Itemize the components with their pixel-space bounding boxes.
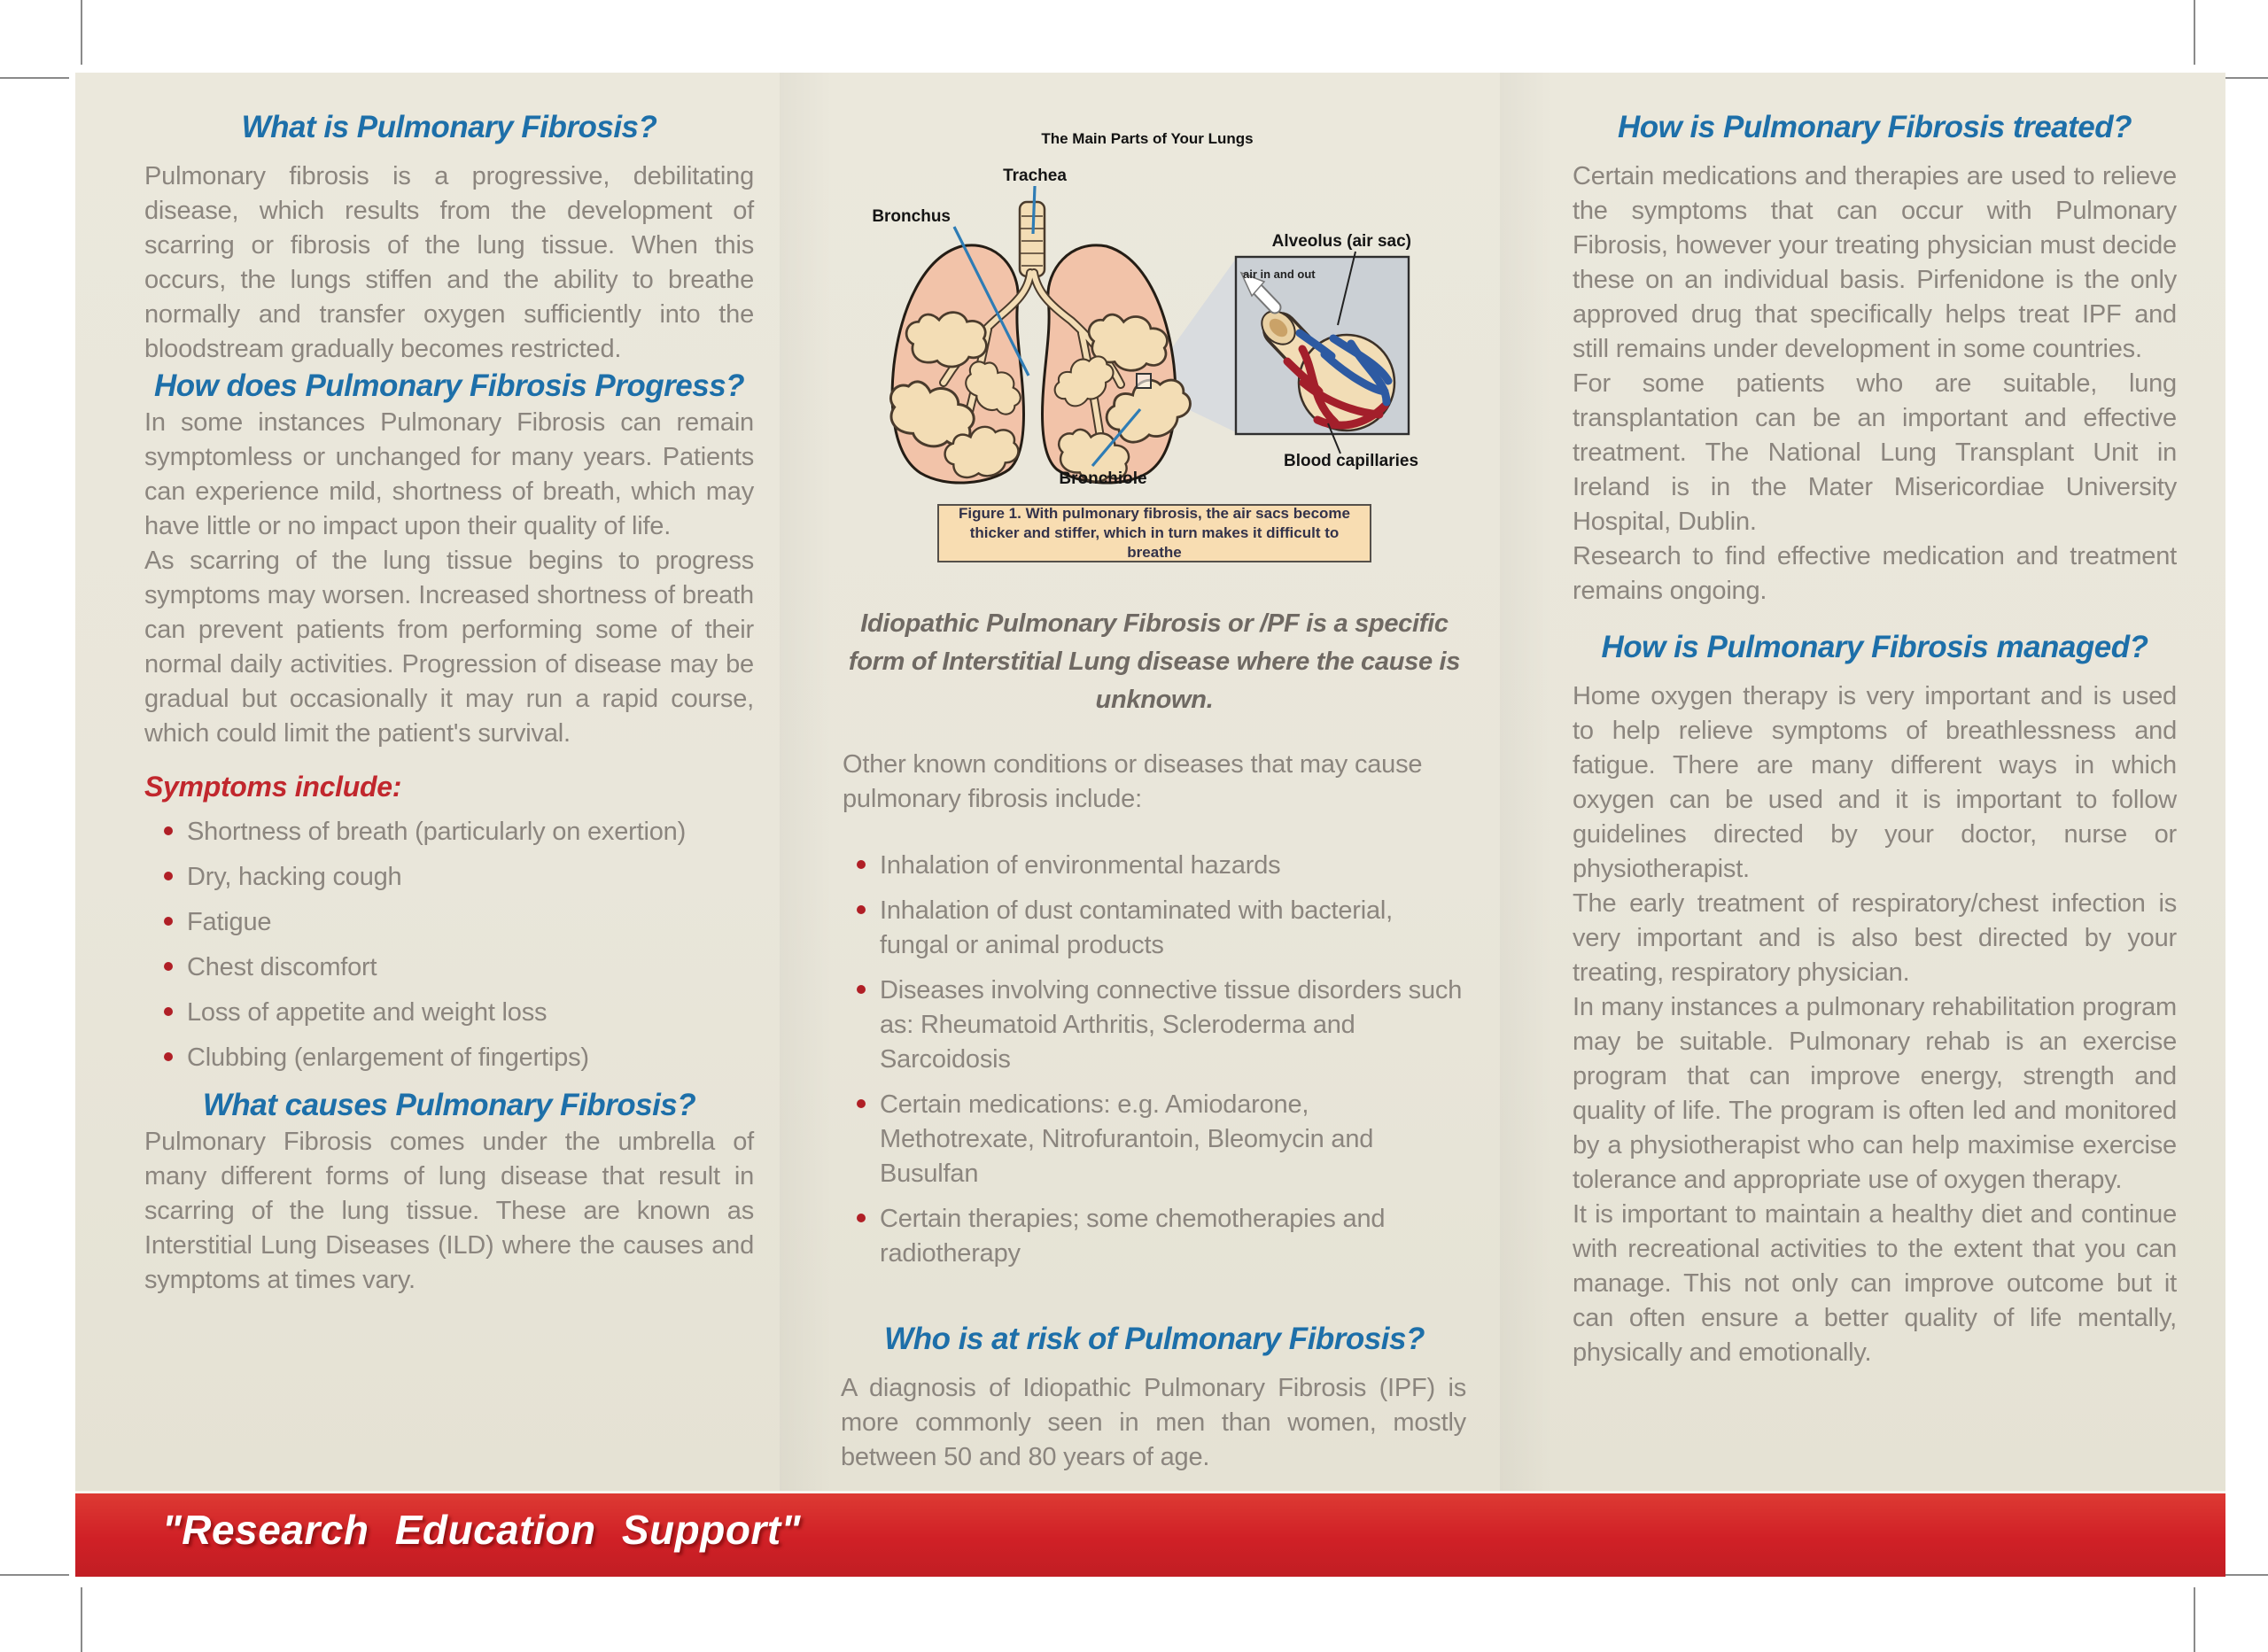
paragraph-managed-3: In many instances a pulmonary rehabilitation program may be suitable. Pulmonary rehab is an exercise program that can improve energy, strength and quality of life. The program is often led and monitored by a physiotherapist who can help maximise exercise tolerance and appropriate use of oxygen therapy. — [1573, 993, 2177, 1194]
paragraph-who-is-at-risk: A diagnosis of Idiopathic Pulmonary Fibrosis (IPF) is more commonly seen in men than women, mostly between 50 and 80 years of age. — [841, 1374, 1466, 1471]
crop-mark-bottom-left-v — [81, 1587, 82, 1652]
list-item: Clubbing (enlargement of fingertips) — [144, 1041, 754, 1075]
paragraph-what-is-pf: Pulmonary fibrosis is a progressive, debilitating disease, which results from the development of scarring or fibrosis of the lung tissue. When this occurs, the lungs stiffen and the ability to breathe normally and transfer oxygen sufficiently into the bloodstream gradually becomes restricted. — [144, 162, 754, 363]
figure-caption-text: Figure 1. With pulmonary fibrosis, the air sacs become thicker and stiffer, which in turn makes it difficult to breathe — [959, 505, 1350, 561]
bronchiole-label: Bronchiole — [1059, 469, 1147, 488]
banner-slogan: "Research Education Support" — [162, 1507, 801, 1553]
list-item: Dry, hacking cough — [144, 860, 754, 895]
column-what-is-pf — [144, 108, 754, 1298]
ipf-quote: Idiopathic Pulmonary Fibrosis or /PF is a specific form of Interstitial Lung disease where the cause is unknown. — [848, 609, 1461, 714]
list-item: Inhalation of environmental hazards — [837, 849, 1468, 883]
paragraph-what-causes-pf: Pulmonary Fibrosis comes under the umbrella of many different forms of lung disease that result in scarring of the lung tissue. These are known as Interstitial Lung Diseases (ILD) where the causes and symptoms at times vary. — [144, 1128, 754, 1294]
figure-caption-box — [937, 504, 1371, 562]
symptoms-list — [144, 815, 754, 1075]
heading-what-is-pf: What is Pulmonary Fibrosis? — [241, 110, 657, 144]
fold-shadow-right — [1500, 73, 1553, 1491]
list-item: Certain therapies; some chemotherapies and radiotherapy — [837, 1202, 1468, 1271]
paragraph-treated-3: Research to find effective medication and treatment remains ongoing. — [1573, 542, 2177, 605]
brochure-sheet — [75, 73, 2225, 1491]
list-item: Loss of appetite and weight loss — [144, 996, 754, 1030]
paragraph-progress-1: In some instances Pulmonary Fibrosis can remain symptomless or unchanged for many years. Patients can experience mild, shortness of breath, which may have little or no impact upon their quality of life. — [144, 408, 754, 540]
list-item: Chest discomfort — [144, 950, 754, 985]
heading-who-is-at-risk: Who is at risk of Pulmonary Fibrosis? — [884, 1322, 1425, 1356]
trachea-pointer-line — [1033, 186, 1035, 234]
crop-mark-top-left-v — [81, 0, 82, 65]
paragraph-managed-2: The early treatment of respiratory/chest infection is very important and is also best directed by your treating, respiratory physician. — [1573, 889, 2177, 987]
paragraph-treated-2: For some patients who are suitable, lung transplantation can be an important and effective treatment. The National Lung Transplant Unit in Ireland is in the Mater Misericordiae University Hospital, Dublin. — [1573, 369, 2177, 536]
list-item: Fatigue — [144, 905, 754, 940]
sample-square — [1137, 374, 1151, 388]
air-in-out-label: air in and out — [1243, 268, 1316, 281]
diagram-title: The Main Parts of Your Lungs — [1041, 130, 1254, 147]
crop-mark-top-left-h — [0, 77, 69, 79]
causes-list — [837, 849, 1468, 1282]
column-center — [837, 73, 1472, 1491]
paragraph-managed-1: Home oxygen therapy is very important and is used to help relieve symptoms of breathlessness and fatigue. There are many different ways in which oxygen can be used and it is important to follow guidelines directed by your doctor, nurse or physiotherapist. — [1573, 682, 2177, 883]
alveolus-label: Alveolus (air sac) — [1271, 232, 1411, 251]
fold-shadow-left — [780, 73, 833, 1491]
list-item: Certain medications: e.g. Amiodarone, Methotrexate, Nitrofurantoin, Bleomycin and Busulfan — [837, 1088, 1468, 1191]
trachea-label: Trachea — [1003, 167, 1067, 185]
crop-mark-top-right-v — [2194, 0, 2195, 65]
blood-capillaries-label: Blood capillaries — [1283, 452, 1419, 470]
heading-symptoms-include: Symptoms include: — [144, 771, 402, 803]
causes-intro: Other known conditions or diseases that may cause pulmonary fibrosis include: — [843, 750, 1423, 813]
list-item: Diseases involving connective tissue disorders such as: Rheumatoid Arthritis, Scleroderma and Sarcoidosis — [837, 973, 1468, 1077]
paragraph-managed-4: It is important to maintain a healthy diet and continue with recreational activities to the extent that you can manage. This not only can improve outcome but it can often ensure a better quality of life mentally, physically and emotionally. — [1573, 1200, 2177, 1367]
crop-mark-bottom-left-h — [0, 1574, 69, 1576]
column-treatment — [1573, 108, 2177, 1370]
heading-how-does-pf-progress: How does Pulmonary Fibrosis Progress? — [153, 368, 745, 403]
list-item: Inhalation of dust contaminated with bacterial, fungal or animal products — [837, 894, 1468, 963]
bottom-banner — [75, 1491, 2225, 1577]
paragraph-treated-1: Certain medications and therapies are used to relieve the symptoms that can occur with Pulmonary Fibrosis, however your treating physician must decide these on an individual basis. Pirfenidone is the only approved drug that specifically helps treat IPF and still remains under development in some countries. — [1573, 162, 2177, 363]
heading-how-is-pf-managed: How is Pulmonary Fibrosis managed? — [1601, 630, 2148, 664]
heading-how-is-pf-treated: How is Pulmonary Fibrosis treated? — [1617, 110, 2132, 144]
bronchus-label: Bronchus — [872, 207, 951, 226]
list-item: Shortness of breath (particularly on exertion) — [144, 815, 754, 849]
crop-mark-bottom-right-v — [2194, 1587, 2195, 1652]
heading-what-causes-pf: What causes Pulmonary Fibrosis? — [202, 1088, 696, 1122]
paragraph-progress-2: As scarring of the lung tissue begins to progress symptoms may worsen. Increased shortness of breath can prevent patients from performing some of their normal daily activities. Progression of disease may be gradual but occasionally it may run a rapid course, which could limit the patient's survival. — [144, 547, 754, 748]
lungs-diagram — [855, 117, 1466, 489]
